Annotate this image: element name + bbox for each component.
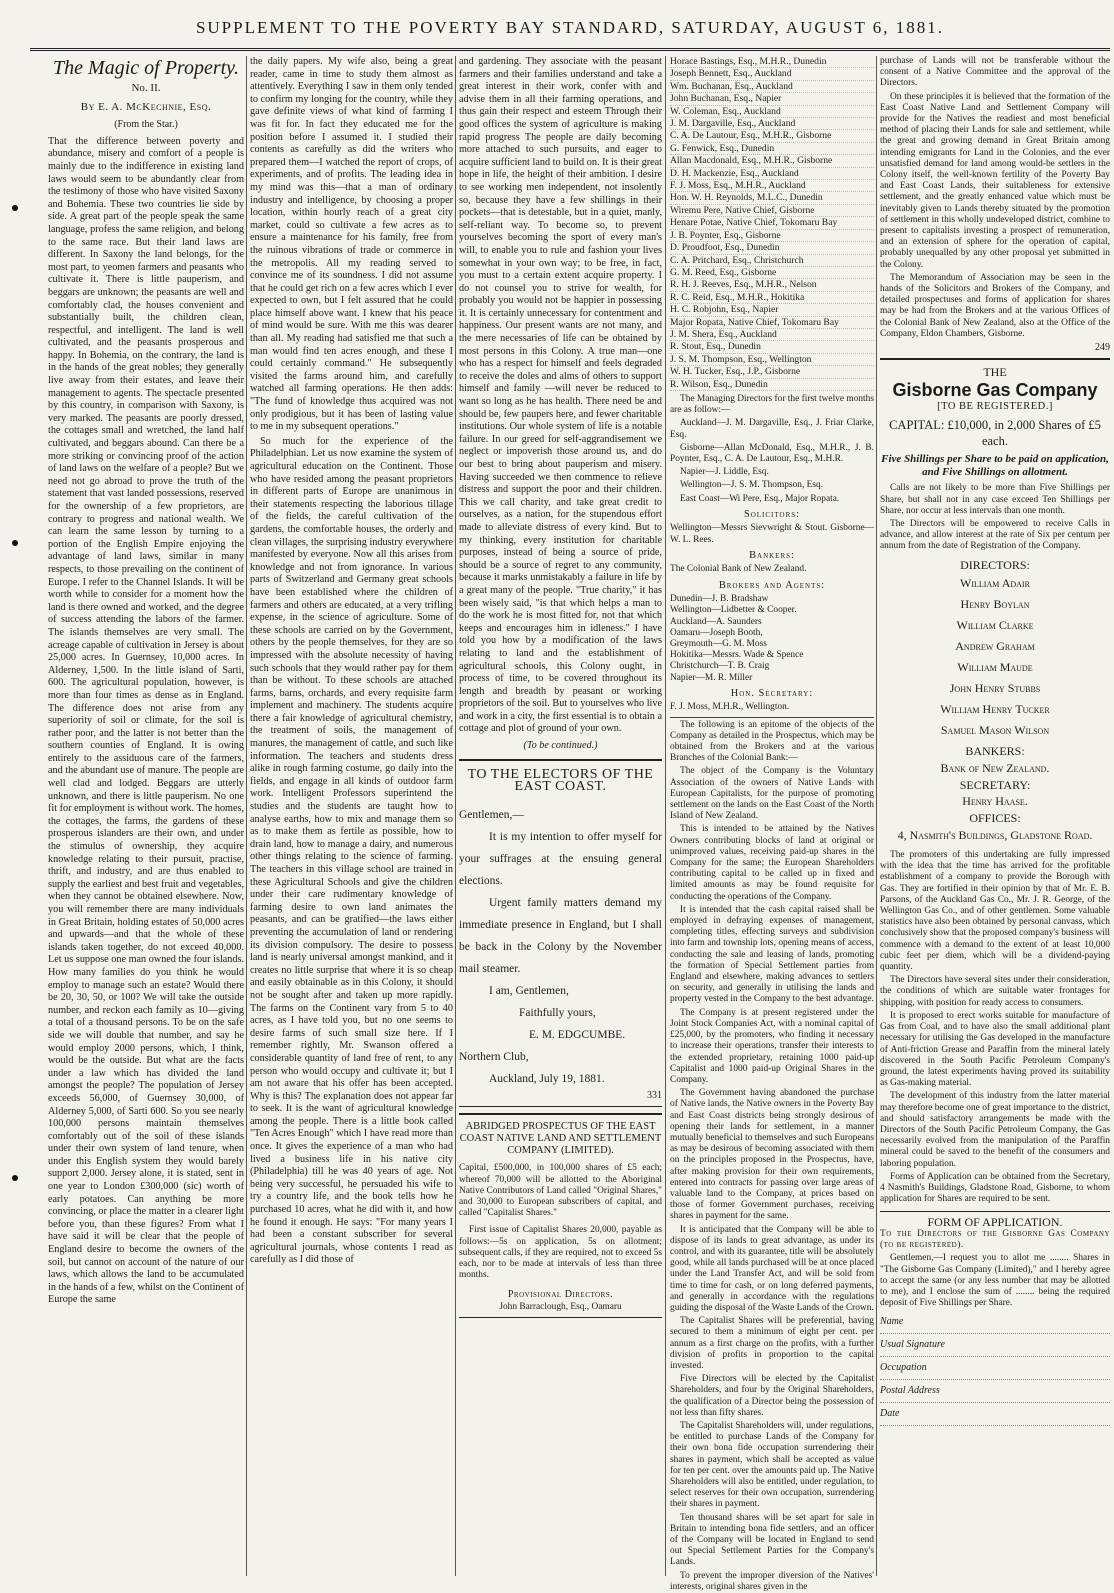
- article-column-2: [250, 56, 453, 1576]
- prospectus-heading: ABRIDGED PROSPECTUS OF THE EAST COAST NATIVE LAND AND SETTLEMENT COMPANY (LIMITED).: [459, 1121, 662, 1157]
- to-be-continued: (To be continued.): [523, 740, 598, 752]
- gas-paragraph: It is proposed to erect works suitable for manufacture of Gas from Coal, and to have also the small additional plant necessary for utilising the Gas developed in the manufacture of Anti-friction Grease and Paraffin from the mineral lately discovered in the South Pacific Petroleum Company's ground, the latest experiments having proved its suitability as Gas-making material.: [880, 1010, 1110, 1089]
- list-item: J. M. Shera, Esq., Auckland: [670, 329, 874, 341]
- broker: Napier—M. R. Miller: [670, 672, 753, 683]
- objects-paragraph: To prevent the improper diversion of the Natives' interests, original shares given in the: [670, 1570, 874, 1592]
- broker: Dunedin—J. B. Bradshaw: [670, 594, 769, 605]
- gas-director: Samuel Mason Wilson: [940, 723, 1050, 738]
- article-byline: By E. A. McKechnie, Esq.: [80, 100, 212, 113]
- prov-director: John Barraclough, Esq., Oamaru: [499, 1302, 622, 1313]
- solicitors-heading: Solicitors:: [743, 508, 801, 520]
- broker: Greymouth—G. M. Moss: [670, 639, 767, 649]
- gas-interest: The Directors will be empowered to receive Calls in advance, and allow interest at the rate of Six per centum per annum from the date of Registration of the Company.: [880, 519, 1110, 552]
- managing-line: Auckland—J. M. Dargaville, Esq., J. Friar Clarke, Esq.: [670, 418, 874, 440]
- list-item: J. S. M. Thompson, Esq., Wellington: [670, 354, 874, 366]
- objects-paragraph: The object of the Company is the Voluntary Association of the owners of Native Lands with European Capitalists, for the purpose of promoting settlement on the lands on the East Coast of the North Island of New Zealand.: [670, 766, 874, 822]
- gas-director: William Henry Tucker: [940, 702, 1050, 717]
- broker: Wellington—Lidbetter & Cooper.: [670, 605, 797, 616]
- article-column-3: [459, 56, 662, 1576]
- gas-the: THE: [983, 364, 1007, 379]
- ad-number: 331: [647, 1089, 662, 1101]
- gas-bankers: Bank of New Zealand.: [940, 760, 1050, 775]
- article-paragraph: the daily papers. My wife also, being a great reader, came in time to study them almost as attentively. Everything I saw in them only tended to confirm my longing for the country, while they gave definite views of what kind of farming I was fit for. In fact they educated me for the position before I assumed it. I studied their contents as carefully as did the writers who prepared them—I watched the report of crops, of experiments, and of profits. The leading idea in my mind was this—that a man of ordinary industry and intelligence, by choosing a proper location, within hourly reach of a great city market, could so cultivate a few acres as to ensure a maintenance for his family, free from the ruinous vibrations of trade or commerce in the metropolis. All my reading served to convince me of its soundness. I did not assume that he could get rich on a few acres which I ever expected to own, but I felt assured that he could place himself above want. I knew that his peace of mind would be sure. With me this was dearer than all. My reading had satisfied me that such a man would find ten acres enough, and these I could certainly command." He subsequently visited the farms around him, and carefully watched all farming operations. He then adds: "The fund of knowledge thus acquired was not only prodigious, but it has been of lasting value to me in my subsequent operations.": [250, 56, 453, 433]
- election-salutation: Gentlemen,—: [459, 808, 524, 821]
- gas-paragraph: The development of this industry from the latter material may therefore become one of great importance to the district, and should satisfactory arrangements be made with the Directors of the South Pacific Petroleum Company, the Gas necessarily evolved from the manipulation of the Paraffin mineral could be saved to the benefit of the consumers and laboring population.: [880, 1091, 1110, 1169]
- prospectus-continued: On these principles it is believed that the formation of the East Coast Native Land and Settlement Company will provide for the Natives the readiest and most beneficial method of placing their Lands for sale and settlement, while the great and growing demand in Great Britain among intending emigrants for Land in the Colonies, and the ever unsatisfied demand for land among would-be settlers in the Colony itself, the well-known fertility of the Poverty Bay and East Coast Lands, their suitableness for extensive settlement, and the greatly enhanced value which must be inevitably given to Lands thereby situated by the promotion of settlement in this wholly undeveloped district, combine to present to capitalists investing a prospect of remuneration, and an extension of sphere for the operation of capital, probably unequalled by any other proposal yet submitted in the Colony.: [880, 91, 1110, 270]
- list-item: Horace Bastings, Esq., M.H.R., Dunedin: [670, 56, 874, 68]
- list-item: Allan Macdonald, Esq., M.H.R., Gisborne: [670, 155, 874, 167]
- election-date: Auckland, July 19, 1881.: [489, 1072, 605, 1085]
- article-paragraph: and gardening. They associate with the peasant farmers and their families understand and take a great interest in their work, confer with and advise them in all their farming operations, and thus gain their respect and esteem Through their good offices the system of agriculture is making rapid progress The people are daily becoming more attached to such pursuits, and eager to acquire sufficient land to build on. It is their great hope in life, the height of their ambition. I desire to see working men independent, not insolently so, because they have a few shillings in their pockets—that is detestable, but in a quiet, manly, self-reliant way. To become so, to prevent yourselves becoming the sport of every man's will, to enable you to rule and fashion your lives somewhat in your own way; to be free, in fact, you must to a certain extent acquire property. I do not counsel you to strive for wealth, for probably you would not be happier in possessing it. It is certainly unnecessary for contentment and happiness. Our present wants are not many, and the mere necessaries of life can be obtained by most persons in this Colony. A true man—one who has a respect for himself and feels degraded to receive the doles and alms of others to support himself and family —will never be reduced to want so long as he has health. There need be and should be, few paupers here, and fewer charitable institutions. Our whole system of life is a notable failure. In our greed for self-aggrandisement we neglect or impoverish those around us, and do our best to bring about pauperism and misery. Having succeeded we then commence to relieve distress and support the poor and their children. This we call charity, and take great credit to ourselves, as a nation, for the stupendous effort made to alleviate distress of every kind. But to my thinking, every institution for charitable purposes, instead of being a source of pride, should be a source of regret to any community, because it marks unmistakably a failure in life by a great many of the people. "True charity," it has been wisely said, "is that which helps a man to do the work he is most fitted for, not that which keeps and encourages him in idleness." I have told you how by a modification of the laws relating to land and the establishment of agricultural schools, this Colony ought, in process of time, to be covered throughout its length and breadth by peasant or working proprietors of the soil. But to yourselves who live and work in a city, the first essential is to obtain a cottage and plot of ground of your own.: [459, 56, 662, 735]
- column-rule: [665, 56, 666, 1576]
- article-paragraph: That the difference between poverty and abundance, misery and comfort of a people is mainly due to the indifference in existing land laws would seem to be abundantly clear from the testimony of those who have visited Saxony and Bohemia. These two countries lie side by side. A great part of the people speak the same language, profess the same religion, and belong to the same race. But their land laws are different. In Saxony the land belongs, for the most part, to yeomen farmers and peasants who cultivate it. There is little pauperism, and beggars are unknown; the peasants are well and comfortably clad, the houses convenient and substantially built, the children clean, respectful, and intelligent. The land is well cultivated, and the peasants prosperous and happy. In Bohemia, on the contrary, the land is in the hands of the great nobles; they generally live away from their estates, and leave their management to agents. The spectacle presented by this country, in comparison with Saxony, is very marked. The peasants are poorly dressed, the cottages small and wretched, the land half cultivated, and beggars abound. Can there be a more striking or convincing proof of the action of land laws on the welfare of a people? But we need not go abroad to prove the truth of the statement that vast landed possessions, reserved for the ownership of a few proprietors, are contrary to progress and national wealth. We can learn the same lesson by turning to a portion of the English Empire enjoying the advantage of land laws, similar in many respects, to those prevailing on the continent of Europe. I refer to the Channel Islands. It will be worth while to consider for a moment how the land is there owned and worked, and the degree of success attending the labors of the farmer. The islands themselves are very small. The acreage capable of cultivation in Jersey is about 25,000 acres. In Guernsey, 10,000 acres. In Alderney, 1,500. In the little island of Sarti, 600. The agricultural population, however, is more than four times as dense as in England. The difference does not arise from any superiority of soil or climate, for the soil is rather poor, and the latter is not better than the southern counties of England. It is owing entirely to the assiduous care of the farmers, and the abundant use of manure. The people are well clad and lodged. Beggars are utterly unknown, and there is little pauperism. No one fit for employment is without work. The homes, the cottages, the farms, the gardens of these prosperous islanders are their own, and under the stimulus of ownership, they acquire knowledge relating to their pursuit, practise, thrift, and industry, and are thus enabled to supply the earliest and best fruit and vegetables, when they cannot be obtained elsewhere. Now, you will remember there are many individuals in Great Britain, holding estates of 50,000 acres and upwards—and that the whole of these islands taken together, do not exceed 40,000. Let us suppose one man owned the four islands. How many families do you think he would employ to manage such an estate? Would there be 20, 30, 50, or 100? We will take the outside number, and reckon each family as 10—giving a total of a thousand persons. To be on the safe side we will double that number, and say he would employ 2000 persons, which, I think, would be the outside. But what are the facts under a law which has divided the land amongst the people? The population of Jersey exceeds 56,000, of Guernsey 30,000, of Alderney 5,000, of Sarti 600. So you see nearly 100,000 persons maintain themselves comfortably out of the soil of these islands under their own system of land tenure, when under this English system they would barely support 2,000. Jersey alone, it is stated, sent in one year to London £300,000 (sic) worth of early potatoes. Can anything be more convincing, or place the matter in a clearer light before you, than these figures? From what I have said it will be clear that the people of England desire to become the owners of the soil, but cannot on account of the nature of our laws, which allows the land to be accumulated in the hands of a few, whilst on the Continent of Europe the same: [48, 135, 244, 1306]
- form-field-date[interactable]: Date: [880, 1403, 1110, 1426]
- list-item: D. H. Mackenzie, Esq., Auckland: [670, 168, 874, 180]
- objects-paragraph: The following is an epitome of the objects of the Company as detailed in the Prospectus, which may be obtained from the Brokers and at the various Branches of the Colonial Bank:—: [670, 719, 874, 764]
- list-item: G. Fenwick, Esq., Dunedin: [670, 143, 874, 155]
- ad-number: 249: [880, 342, 1110, 360]
- objects-paragraph: It is anticipated that the Company will be able to dispose of its lands to great advantage, as under its control, and with its guarantee, title will be absolutely good, while all lands purchased will be at once placed under the Land Transfer Act, and will be sold from time to time for cash, or on long deferred payments, and generally in accordance with the regulations guiding the disposal of the Waste Lands of the Crown.: [670, 1224, 874, 1313]
- objects-paragraph: The Government having abandoned the purchase of Native lands, the Native owners in the Poverty Bay and East Coast districts being strongly desirous of opening their lands for settlement, in a manner mutually beneficial to themselves and such Europeans as may be desirous of becoming associated with them on the principles proposed in the Prospectus, have, after making provision for their own requirements, entered into contracts for passing over large areas of valuable land to the Company, at prices based on those of former Government purchases, receiving shares in payment for the same.: [670, 1088, 874, 1222]
- broker: Hokitika—Messrs. Wade & Spence: [670, 650, 804, 661]
- form-to: To the Directors of the Gisborne Gas Company (to be registered).: [880, 1228, 1110, 1251]
- list-item: R. C. Reid, Esq., M.H.R., Hokitika: [670, 292, 874, 304]
- prospectus-issue: First issue of Capitalist Shares 20,000, payable as follows:—5s on application, 5s on allotment; subsequent calls, if they are required, not to exceed 5s each, nor to be made at intervals of less than three months.: [459, 1225, 662, 1281]
- objects-paragraph: Ten thousand shares will be set apart for sale in Britain to intending bona fide settlers, and an officer of the Company will be located in England to send out Special Settlement Parties for the Company's Lands.: [670, 1512, 874, 1568]
- article-column-1: [48, 56, 244, 1576]
- list-item: C. A. Pritchard, Esq., Christchurch: [670, 255, 874, 267]
- list-item: R. Stout, Esq., Dunedin: [670, 341, 874, 353]
- objects-paragraph: The Capitalist Shareholders will, under regulations, be entitled to purchase Lands of the Company for their own bona fide occupation surrendering their shares in payment, which shall be accepted as value for ten per cent. over the amounts paid up. The Native Shareholders will also be entitled, under regulation, to select reserves for their own occupation, surrendering their shares in payment.: [670, 1421, 874, 1510]
- gas-director: Andrew Graham: [955, 639, 1035, 654]
- objects-paragraph: It is intended that the cash capital raised shall be employed in defraying expenses of management, completing titles, effecting surveys and subdivision into farm and township lots, opening means of access, conducting the sale and leasing of lands, promoting the formation of Special Settlement parties from England and elsewhere, making advances to settlers on security, and generally in utilising the lands and property vested in the Company to the best advantage.: [670, 904, 874, 1005]
- gas-paragraph: The Directors have several sites under their consideration, the conditions of which are suitable water frontages for shipping, with position for ready access to consumers.: [880, 975, 1110, 1008]
- article-title: The Magic of Property.: [53, 57, 239, 79]
- prov-directors-heading: Provisional Directors.: [507, 1289, 614, 1301]
- secretary-heading: Hon. Secretary:: [730, 687, 814, 699]
- list-item: C. A. De Lautour, Esq., M.H.R., Gisborne: [670, 130, 874, 142]
- gas-paragraph: Forms of Application can be obtained from the Secretary, 4 Nasmith's Buildings, Gladstone Road, Gisborne, to whom application for Shares are required to be sent.: [880, 1171, 1110, 1205]
- objects-paragraph: The Company is at present registered under the Joint Stock Companies Act, with a nominal capital of £25,000, by the promoters, who finding it necessary to increase their operations, transfer their interests to the extended proprietary, retaining 1000 paid-up Capitalist and 1000 paid-up Original Shares in the Company.: [670, 1007, 874, 1085]
- election-club: Northern Club,: [459, 1050, 529, 1063]
- bankers-heading: Bankers:: [749, 549, 795, 561]
- list-item: W. Coleman, Esq., Auckland: [670, 106, 874, 118]
- form-field-signature[interactable]: Usual Signature: [880, 1334, 1110, 1357]
- managing-line: Napier—J. Liddle, Esq.: [680, 467, 769, 478]
- gas-bankers-heading: BANKERS:: [965, 744, 1025, 759]
- article-paragraph: So much for the experience of the Philadelphian. Let us now examine the system of agricultural education on the Continent. Those who have resided among the peasant proprietors in different parts of Europe are unanimous in their statements respecting the laborious tillage of the fields, the careful cultivation of the gardens, the comfortable houses, the orderly and clean villages, the surprising industry everywhere manifested by everyone. Now all this arises from knowledge and not from ignorance. In various parts of Switzerland and Germany great schools have been established where the children of farmers and others are educated, at a very trifling expense, in the science of agriculture. Some of these schools are carried on by the Government, others by the people themselves, for they are so impressed with the absolute necessity of having such schools that they would rather pay for them than be without. To these schools are attached farms, barns, orchards, and every requisite farm implement and machinery. The students acquire there a fair knowledge of agricultural chemistry, the treatment of soils, the management of manures, the management of cattle, and such like information. The teachers and students dress alike in rough farming costume, go daily into the fields, and engage in all kinds of outdoor farm work. Intelligent Professors superintend the studies and the students are taught how to analyse earths, how to mix and manage them so as to make them as fertile as possible, how to drain land, how to manage a dairy, and numerous other things relating to the science of farming. The teachers in this village school are trained in these Agricultural Schools and give the children under their care rudimentary knowledge of farming desire to own land animates the peasants, and can be gratified—the laws either preventing the accumulation of land or rendering its division compulsory. The desire to possess land is nearly universal amongst mankind, and it creates no little surprise that where it is so cheap and easily obtainable as in this Colony, it should not be sought after and taken up more rapidly. The farms on the Continent vary from 5 to 40 acres, as I have told you, but no one seems to desire farms of such small size here. If I remember rightly, Mr. Swanson offered a considerable quantity of land free of rent, to any person who would occupy and cultivate it; but I am not aware that his offer has been accepted. Why is this? The explanation does not appear far to seek. It is the want of agricultural knowledge among the people. There is a little book called "Ten Acres Enough" which I have read more than once. It gives the experience of a man who had lived a business life in his native city (Philadelphia) till he was 40 years of age. Not being very successful, he persuaded his wife to try a country life, and the book tells how he purchased 10 acres, what he did with it, and how he found it enough. He says: "For many years I had been a constant subscriber for several agricultural journals, whose contents I read as carefully as I did those of: [250, 435, 453, 1266]
- election-closing: I am, Gentlemen,: [489, 984, 569, 997]
- prospectus-notice: [459, 1113, 662, 1318]
- form-field-occupation[interactable]: Occupation: [880, 1357, 1110, 1380]
- prospectus-continued: purchase of Lands will not be transferable without the consent of a Native Committee and the approval of the Directors.: [880, 56, 1110, 89]
- masthead: SUPPLEMENT TO THE POVERTY BAY STANDARD, SATURDAY, AUGUST 6, 1881.: [30, 8, 1110, 51]
- gas-register: [TO BE REGISTERED.]: [937, 400, 1053, 412]
- column-rule: [455, 56, 456, 1576]
- list-item: H. C. Robjohn, Esq., Napier: [670, 304, 874, 316]
- gas-secretary: Henry Haase.: [962, 794, 1028, 809]
- list-item: D. Proudfoot, Esq., Dunedin: [670, 242, 874, 254]
- managing-line: East Coast—Wi Pere, Esq., Major Ropata.: [680, 493, 840, 504]
- gas-title: Gisborne Gas Company: [892, 380, 1098, 401]
- gas-director: William Maude: [957, 660, 1033, 675]
- brokers-heading: Brokers and Agents:: [718, 579, 826, 591]
- form-heading: FORM OF APPLICATION.: [880, 1211, 1110, 1229]
- gas-directors-heading: DIRECTORS:: [960, 557, 1030, 572]
- broker: Christchurch—T. B. Craig: [670, 661, 770, 672]
- list-item: J. M. Dargaville, Esq., Auckland: [670, 118, 874, 130]
- objects-paragraph: This is intended to be attained by the Natives Owners contributing blocks of land at original or unimproved values, receiving paid-up shares in the Company for the same; the European Shareholders contributing capital to be called up in fixed and limited amounts as may be found requisite for conducting the operations of the Company.: [670, 824, 874, 902]
- list-item: G. M. Reed, Esq., Gisborne: [670, 267, 874, 279]
- prospectus-continued: The Memorandum of Association may be seen in the hands of the Solicitors and Brokers of the Company, and detailed prospectuses and forms of application for shares may be had from the Brokers and at the various Offices of the Colonial Bank of New Zealand, also at the Office of the Company, Eldon Chambers, Gisborne.: [880, 272, 1110, 339]
- ink-spot: [12, 540, 18, 546]
- gas-calls: Calls are not likely to be more than Five Shillings per Share, but shall not in any case exceed Ten Shillings per Share, nor occur at less intervals than one month.: [880, 483, 1110, 516]
- ink-spot: [12, 205, 18, 211]
- gas-company-column: [880, 56, 1110, 1576]
- list-item: Major Ropata, Native Chief, Tokomaru Bay: [670, 317, 874, 329]
- list-item: F. J. Moss, Esq., M.H.R., Auckland: [670, 180, 874, 192]
- election-closing: Faithfully yours,: [519, 1006, 596, 1019]
- objects-paragraph: The Capitalist Shares will be preferential, having secured to them a minimum of eight per cent. per annum as a first charge on the profits, with a further division of profits in proportion to the capital invested.: [670, 1316, 874, 1371]
- gas-director: John Henry Stubbs: [949, 681, 1041, 696]
- list-item: J. B. Poynter, Esq., Gisborne: [670, 230, 874, 242]
- gas-capital: CAPITAL: £10,000, in 2,000 Shares of £5 each.: [889, 418, 1101, 449]
- list-item: Wiremu Pere, Native Chief, Gisborne: [670, 205, 874, 217]
- objects-paragraph: Five Directors will be elected by the Capitalist Shareholders, and four by the Original Shareholders, the qualification of a Director being the possession of not less than fifty shares.: [670, 1374, 874, 1418]
- election-signature: E. M. EDGCUMBE.: [529, 1028, 626, 1041]
- broker: Oamaru—Joseph Booth,: [670, 627, 763, 638]
- list-item: W. H. Tucker, Esq., J.P., Gisborne: [670, 366, 874, 378]
- gas-terms: Five Shillings per Share to be paid on application, and Five Shillings on allotment.: [881, 453, 1109, 479]
- solicitors: Wellington—Messrs Sievwright & Stout. Gisborne—W. L. Rees.: [670, 523, 874, 545]
- list-item: Henare Potae, Native Chief, Tokomaru Bay: [670, 217, 874, 229]
- election-paragraph: It is my intention to offer myself for your suffrages at the ensuing general elections.: [459, 830, 662, 887]
- gas-director: Henry Boylan: [960, 597, 1030, 612]
- gas-secretary-heading: SECRETARY:: [959, 777, 1031, 792]
- gas-director: William Adair: [960, 576, 1030, 591]
- form-body: Gentlemen,—I request you to allot me ........ Shares in "The Gisborne Gas Company (Limited)," and I hereby agree to accept the same (or any less number that may be allotted to me), and I enclose the sum of ........ being the required deposit of Five Shillings per Share.: [880, 1253, 1110, 1309]
- broker: Auckland—A. Saunders: [670, 616, 762, 627]
- form-field-address[interactable]: Postal Address: [880, 1380, 1110, 1403]
- ink-spot: [12, 1175, 18, 1181]
- article-number: No. II.: [131, 82, 161, 94]
- prospectus-capital: Capital, £500,000, in 100,000 shares of £5 each; whereof 70,000 will be allotted to the Aboriginal Native Contributors of Land called "Original Shares," and 30,000 to European subscribers of capital, and called "Capitalist Shares.": [459, 1163, 662, 1219]
- article-source: (From the Star.): [114, 119, 178, 131]
- list-item: Wm. Buchanan, Esq., Auckland: [670, 81, 874, 93]
- managing-intro: The Managing Directors for the first twelve months are as follow:—: [670, 393, 874, 416]
- managing-line: Wellington—J. S. M. Thompson, Esq.: [680, 480, 824, 491]
- prospectus-column: [670, 56, 874, 1592]
- managing-line: Gisborne—Allan McDonald, Esq., M.H.R., J. B. Poynter, Esq., C. A. De Lautour, Esq., M.H.R.: [670, 442, 874, 464]
- gas-paragraph: The promoters of this undertaking are fully impressed with the idea that the time has arrived for the profitable establishment of a company to provide the Borough with Gas. They are fortified in their opinion by that of Mr. E. B. Parsons, of the Auckland Gas Co., Mr. J. R. George, of the Wellington Gas Co., and of other gentlemen. Some valuable statistics have also been obtained by personal canvass, which conclusively show that the proposed company's business will commence with a demand to the extent of at least 10,000 cubic feet per diem, which will be a dividend-paying quantity.: [880, 850, 1110, 973]
- gas-offices-heading: OFFICES:: [969, 811, 1021, 826]
- list-item: Hon. W. H. Reynolds, M.L.C., Dunedin: [670, 192, 874, 204]
- list-item: R. H. J. Reeves, Esq., M.H.R., Nelson: [670, 279, 874, 291]
- column-rule: [246, 56, 247, 1576]
- secretary: F. J. Moss, M.H.R., Wellington.: [670, 702, 874, 717]
- list-item: Joseph Bennett, Esq., Auckland: [670, 68, 874, 80]
- directors-list: [670, 56, 874, 391]
- list-item: John Buchanan, Esq., Napier: [670, 93, 874, 105]
- election-notice: [459, 759, 662, 1108]
- election-paragraph: Urgent family matters demand my immediate presence in England, but I shall be back in the Colony by the November mail steamer.: [459, 896, 662, 975]
- form-field-name[interactable]: Name: [880, 1311, 1110, 1334]
- bankers: The Colonial Bank of New Zealand.: [670, 564, 807, 575]
- gas-offices: 4, Nasmith's Buildings, Gladstone Road.: [897, 828, 1093, 843]
- column-rule: [876, 56, 877, 1576]
- list-item: R. Wilson, Esq., Dunedin: [670, 379, 874, 391]
- gas-director: William Clarke: [956, 618, 1034, 633]
- election-heading: TO THE ELECTORS OF THE EAST COAST.: [467, 766, 654, 795]
